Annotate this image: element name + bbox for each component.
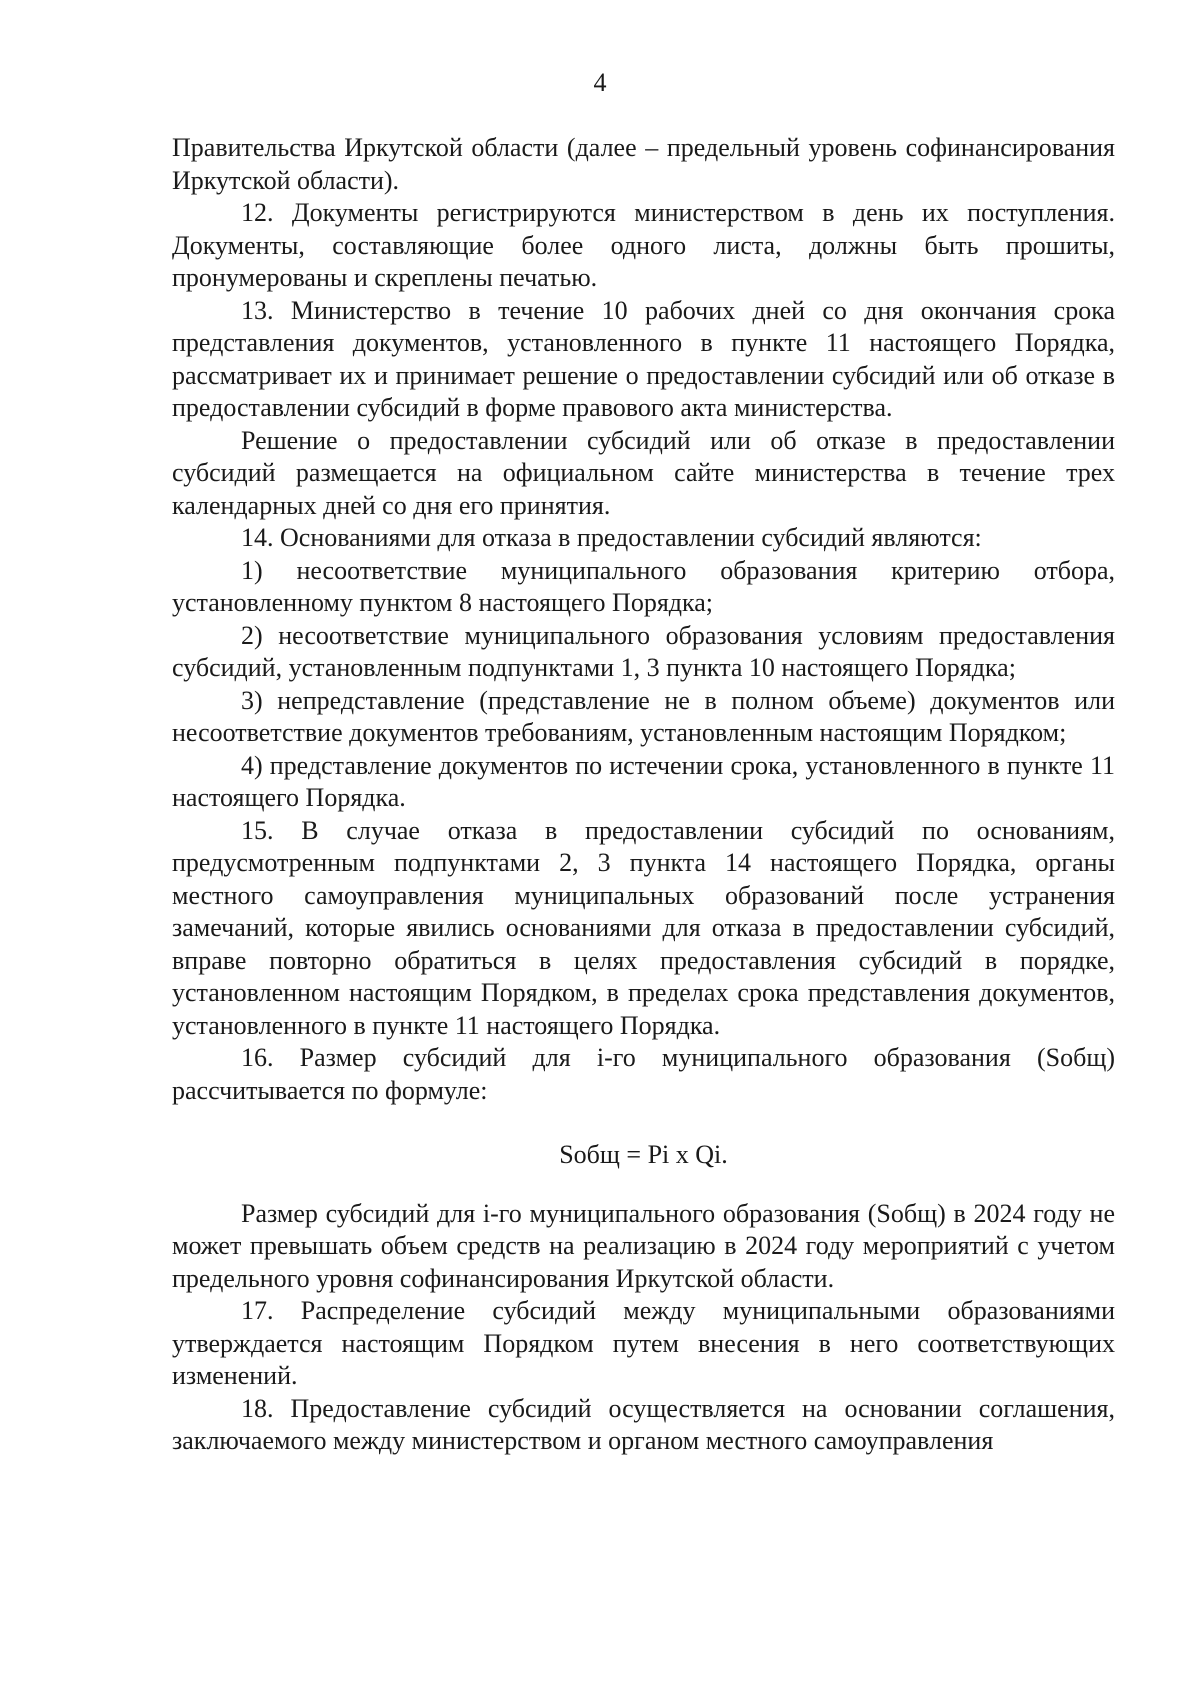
- paragraph-continuation: Правительства Иркутской области (далее – предельный уровень софинансирования Иркутской области).: [172, 133, 1115, 195]
- paragraph-subitem-3: 3) непредставление (представление не в полном объеме) документов или несоответствие документов требованиям, установленным настоящим Порядком;: [172, 685, 1115, 747]
- paragraph-subsidy-limit: Размер субсидий для i-го муниципального образования (Sобщ) в 2024 году не может превышать объем средств на реализацию в 2024 году мероприятий с учетом предельного уровня софинансирования Иркутской области.: [172, 1198, 1115, 1293]
- paragraph-item-14: 14. Основаниями для отказа в предоставлении субсидий являются:: [241, 523, 982, 552]
- formula: Sобщ = Pi x Qi.: [559, 1140, 728, 1169]
- paragraph-item-12: 12. Документы регистрируются министерством в день их поступления. Документы, составляющие более одного листа, должны быть прошиты, пронумерованы и скреплены печатью.: [172, 198, 1115, 292]
- paragraph-item-15: 15. В случае отказа в предоставлении субсидий по основаниям, предусмотренным подпунктами 2, 3 пункта 14 настоящего Порядка, органы местного самоуправления муниципальных образований после устранения замечаний, которые явились основаниями для отказа в предоставлении субсидий, вправе повторно обратиться в целях предоставления субсидий в порядке, установленном настоящим Порядком, в пределах срока представления документов, установленного в пункте 11 настоящего Порядка.: [172, 815, 1115, 1040]
- paragraph-item-16: 16. Размер субсидий для i-го муниципального образования (Sобщ) рассчитывается по формуле:: [172, 1043, 1115, 1105]
- document-body: [172, 132, 1115, 1458]
- paragraph-item-17: 17. Распределение субсидий между муниципальными образованиями утверждается настоящим Порядком путем внесения в него соответствующих изменений.: [172, 1296, 1115, 1390]
- paragraph-item-13: 13. Министерство в течение 10 рабочих дней со дня окончания срока представления документов, установленного в пункте 11 настоящего Порядка, рассматривает их и принимает решение о предоставлении субсидий или об отказе в предоставлении субсидий в форме правового акта министерства.: [172, 295, 1115, 422]
- paragraph-subitem-2: 2) несоответствие муниципального образования условиям предоставления субсидий, установленным подпунктами 1, 3 пункта 10 настоящего Порядка;: [172, 620, 1115, 682]
- paragraph-subitem-4: 4) представление документов по истечении срока, установленного в пункте 11 настоящего Порядка.: [172, 750, 1115, 812]
- paragraph-item-18: 18. Предоставление субсидий осуществляется на основании соглашения, заключаемого между министерством и органом местного самоуправления: [172, 1393, 1115, 1455]
- paragraph-decision: Решение о предоставлении субсидий или об отказе в предоставлении субсидий размещается на официальном сайте министерства в течение трех календарных дней со дня его принятия.: [172, 425, 1115, 520]
- paragraph-subitem-1: 1) несоответствие муниципального образования критерию отбора, установленному пунктом 8 настоящего Порядка;: [172, 555, 1115, 617]
- page-number: 4: [593, 68, 607, 97]
